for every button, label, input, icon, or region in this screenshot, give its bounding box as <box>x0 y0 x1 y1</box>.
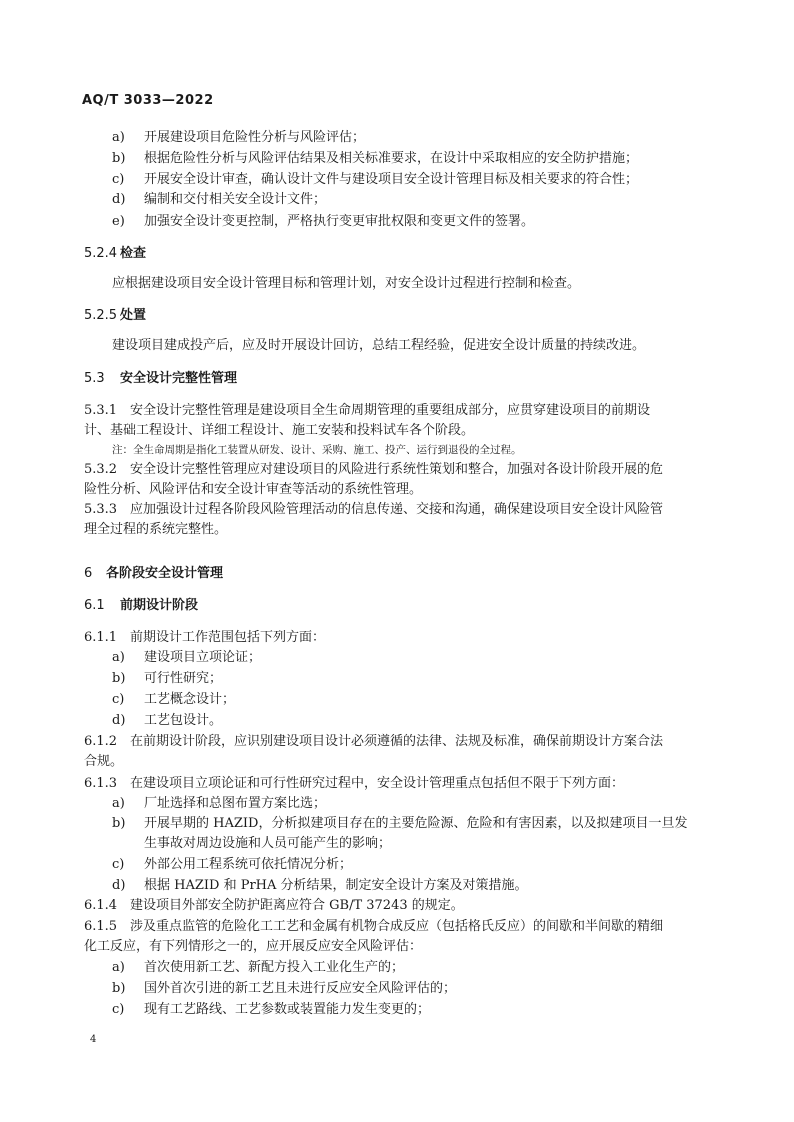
list-item-label: a) <box>112 130 125 145</box>
clause-text: 安全设计完整性管理应对建设项目的风险进行系统性策划和整合，加强对各设计阶段开展的危 <box>130 462 664 477</box>
list-item-label: e) <box>112 214 125 229</box>
list-item <box>112 1001 430 1019</box>
list-item <box>112 835 391 853</box>
list-item <box>112 712 222 730</box>
clause <box>84 402 650 420</box>
clause <box>84 897 464 915</box>
clause <box>84 918 663 936</box>
list-item-text: 开展建设项目危险性分析与风险评估； <box>144 130 366 145</box>
list-item <box>112 959 404 977</box>
list-item-label: d) <box>112 192 126 207</box>
list-item-label: c) <box>112 857 125 872</box>
list-item-label: d) <box>112 713 126 728</box>
list-item-text: 加强安全设计变更控制，严格执行变更审批权限和变更文件的签署。 <box>144 214 535 229</box>
clause-number: 6.1.4 <box>84 898 118 913</box>
section-title: 前期设计阶段 <box>120 598 199 613</box>
list-item <box>112 670 222 688</box>
section-title: 安全设计完整性管理 <box>120 371 238 386</box>
note: 注：全生命周期是指化工装置从研发、设计、采购、施工、投产、运行到退役的全过程。 <box>112 444 522 456</box>
list-item-text: 国外首次引进的新工艺且未进行反应安全风险评估的； <box>144 981 457 996</box>
section-number: 5.2.5 <box>84 308 118 323</box>
clause-text: 涉及重点监管的危险化工工艺和金属有机物合成反应（包括格氏反应）的间歇和半间歇的精细 <box>130 919 664 934</box>
list-item-label: b) <box>112 981 126 996</box>
clause-number: 6.1.1 <box>84 630 118 645</box>
section-number: 5.3 <box>84 371 105 386</box>
section-title: 处置 <box>120 308 147 323</box>
clause <box>84 775 624 793</box>
clause <box>84 629 325 647</box>
list-item-text: 工艺包设计。 <box>144 713 223 728</box>
document-code: AQ/T 3033—2022 <box>82 93 214 108</box>
page-number: 4 <box>90 1034 97 1045</box>
clause-text: 安全设计完整性管理是建设项目全生命周期管理的重要组成部分，应贯穿建设项目的前期设 <box>130 403 651 418</box>
clause <box>84 461 663 479</box>
list-item <box>112 171 638 189</box>
list-item <box>112 877 528 895</box>
list-item <box>112 691 235 709</box>
clause-text: 前期设计工作范围包括下列方面： <box>130 630 326 645</box>
paragraph: 应根据建设项目安全设计管理目标和管理计划，对安全设计过程进行控制和检查。 <box>112 276 581 291</box>
list-item-text: 厂址选择和总图布置方案比选； <box>144 796 327 811</box>
paragraph: 建设项目建成投产后，应及时开展设计回访，总结工程经验，促进安全设计质量的持续改进。 <box>112 338 646 353</box>
list-item-label: d) <box>112 878 126 893</box>
list-item-text: 开展早期的 HAZID，分析拟建项目存在的主要危险源、危险和有害因素，以及拟建项目一旦发 <box>144 816 688 831</box>
list-item <box>112 191 326 209</box>
clause <box>84 501 663 519</box>
section-heading <box>84 245 146 263</box>
list-item <box>112 980 456 998</box>
clause-text: 建设项目外部安全防护距离应符合 GB/T 37243 的规定。 <box>130 898 464 913</box>
clause-continuation: 理全过程的系统完整性。 <box>84 522 228 537</box>
list-item <box>112 856 352 874</box>
list-item <box>112 150 638 168</box>
section-number: 6.1 <box>84 598 105 613</box>
clause-text: 在前期设计阶段，应识别建设项目设计必须遵循的法律、法规及标准，确保前期设计方案合法 <box>130 734 664 749</box>
section-number: 5.2.4 <box>84 246 118 261</box>
list-item-label: a) <box>112 650 125 665</box>
list-item <box>112 815 687 833</box>
list-item <box>112 213 534 231</box>
list-item-text: 开展安全设计审查，确认设计文件与建设项目安全设计管理目标及相关要求的符合性； <box>144 172 639 187</box>
clause-number: 6.1.2 <box>84 734 118 749</box>
section-heading <box>84 307 146 325</box>
clause-continuation: 计、基础工程设计、详细工程设计、施工安装和投料试车各个阶段。 <box>84 423 475 438</box>
list-item-label: c) <box>112 1002 125 1017</box>
list-item-label: c) <box>112 172 125 187</box>
section-title: 检查 <box>120 246 147 261</box>
list-item-label: b) <box>112 671 126 686</box>
list-item <box>112 795 326 813</box>
list-item-label: c) <box>112 692 125 707</box>
list-item <box>112 129 365 147</box>
list-item-text: 建设项目立项论证； <box>144 650 262 665</box>
clause-number: 5.3.1 <box>84 403 118 418</box>
list-item-label: b) <box>112 151 126 166</box>
clause-number: 5.3.2 <box>84 462 118 477</box>
list-item-text: 外部公用工程系统可依托情况分析； <box>144 857 353 872</box>
section-heading <box>84 565 223 583</box>
section-title: 各阶段安全设计管理 <box>106 566 224 581</box>
section-number: 6 <box>84 566 93 581</box>
list-item-label: b) <box>112 816 126 831</box>
list-item <box>112 649 261 667</box>
clause <box>84 733 663 751</box>
list-item-text: 生事故对周边设施和人员可能产生的影响； <box>144 836 392 851</box>
clause-text: 在建设项目立项论证和可行性研究过程中，安全设计管理重点包括但不限于下列方面： <box>130 776 625 791</box>
list-item-text: 根据危险性分析与风险评估结果及相关标准要求，在设计中采取相应的安全防护措施； <box>144 151 639 166</box>
section-heading <box>84 370 237 388</box>
clause-number: 6.1.3 <box>84 776 118 791</box>
list-item-text: 编制和交付相关安全设计文件； <box>144 192 327 207</box>
clause-continuation: 合规。 <box>84 754 124 769</box>
clause-text: 应加强设计过程各阶段风险管理活动的信息传递、交接和沟通，确保建设项目安全设计风险管 <box>130 502 664 517</box>
clause-continuation: 化工反应，有下列情形之一的，应开展反应安全风险评估： <box>84 939 423 954</box>
list-item-text: 首次使用新工艺、新配方投入工业化生产的； <box>144 960 405 975</box>
clause-number: 5.3.3 <box>84 502 118 517</box>
list-item-text: 根据 HAZID 和 PrHA 分析结果，制定安全设计方案及对策措施。 <box>144 878 528 893</box>
list-item-text: 工艺概念设计； <box>144 692 236 707</box>
clause-continuation: 险性分析、风险评估和安全设计审查等活动的系统性管理。 <box>84 482 423 497</box>
clause-number: 6.1.5 <box>84 919 118 934</box>
section-heading <box>84 597 198 615</box>
list-item-label: a) <box>112 960 125 975</box>
list-item-label: a) <box>112 796 125 811</box>
list-item-text: 现有工艺路线、工艺参数或装置能力发生变更的； <box>144 1002 431 1017</box>
list-item-text: 可行性研究； <box>144 671 223 686</box>
